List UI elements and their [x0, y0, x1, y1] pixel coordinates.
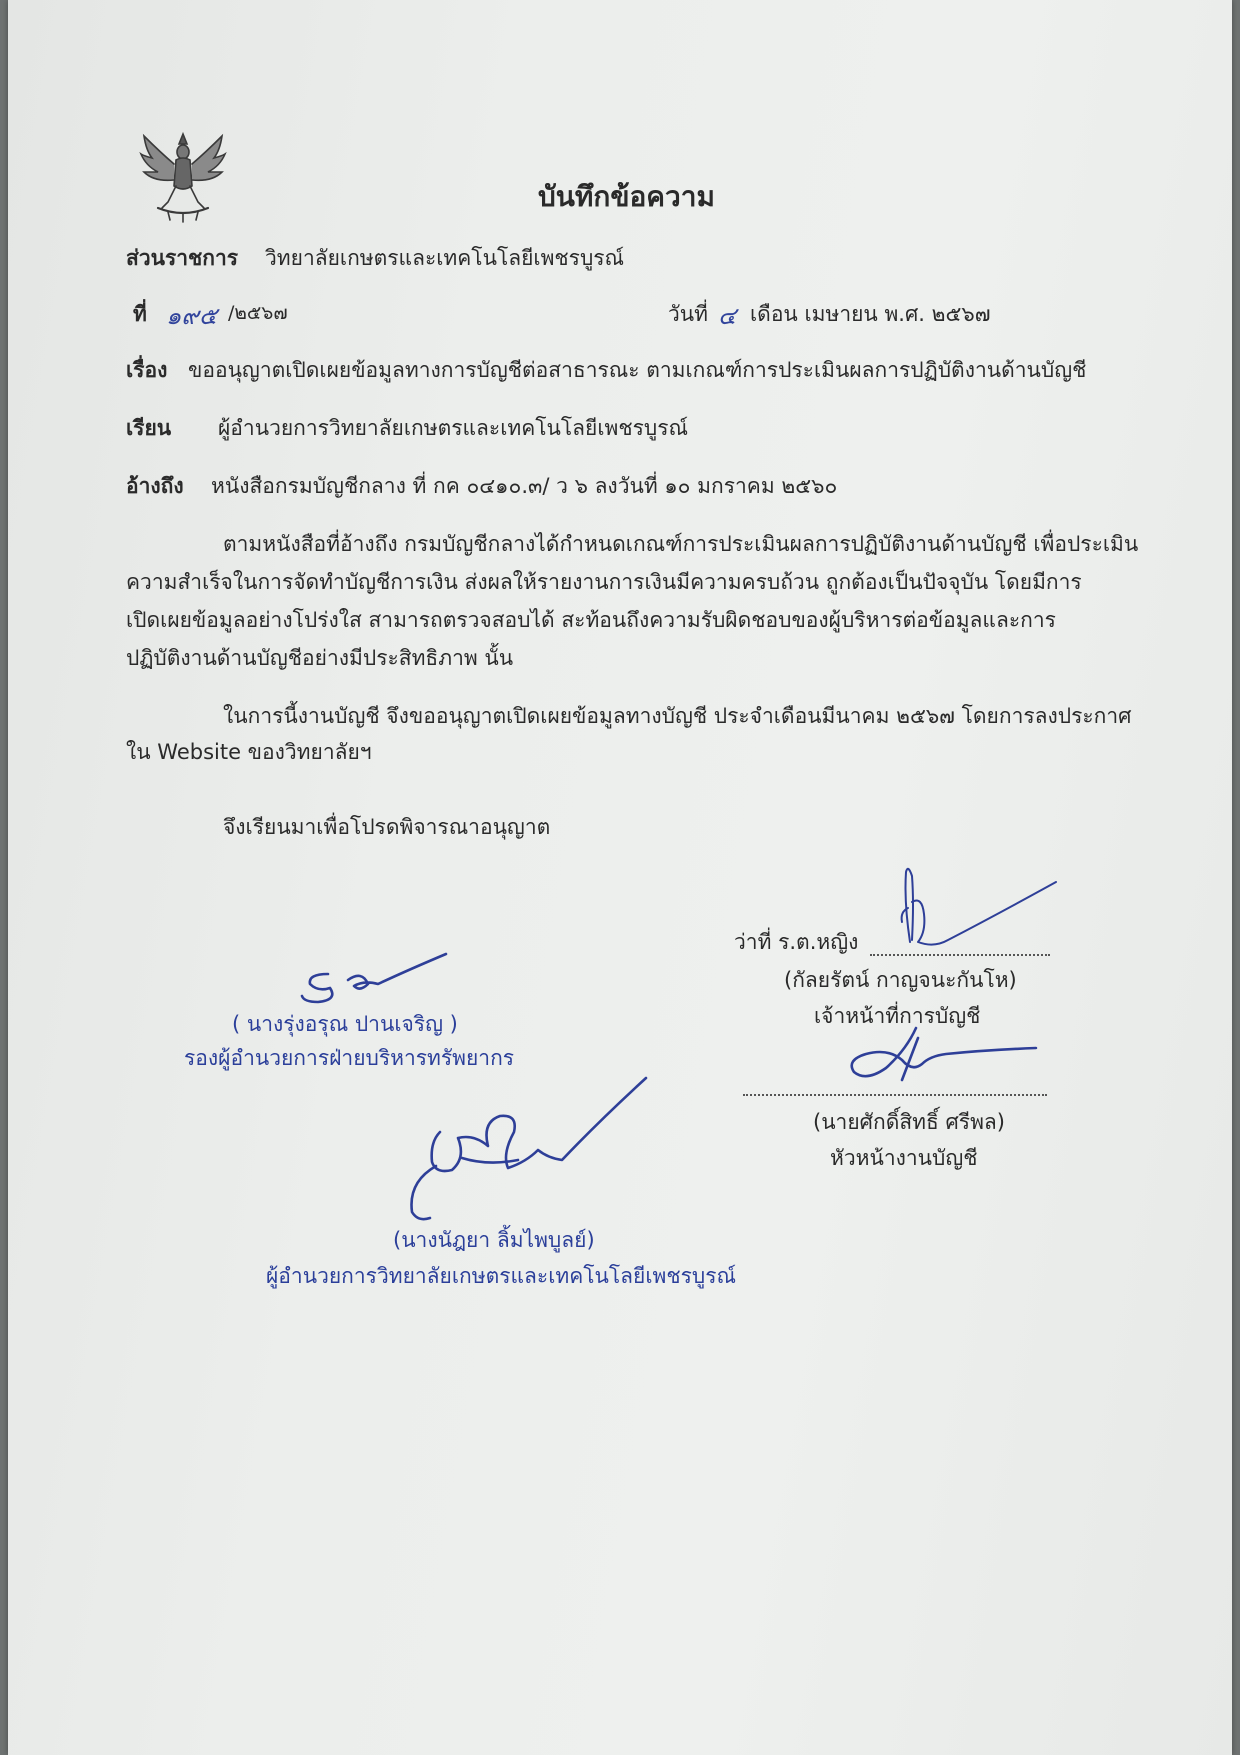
body-paragraph-1-line-3: เปิดเผยข้อมูลอย่างโปร่งใส สามารถตรวจสอบได้ สะท้อนถึงความรับผิดชอบของผู้บริหารต่อข้อมูลและการ [126, 608, 1056, 632]
to-label: เรียน [126, 416, 172, 440]
officer-name: (กัลยรัตน์ กาญจนะกันโห) [784, 968, 1017, 992]
ref-year: /๒๕๖๗ [228, 302, 288, 324]
director-signature [378, 1062, 668, 1222]
department-label: ส่วนราชการ [126, 246, 239, 270]
body-paragraph-1-line-1: ตามหนังสือที่อ้างถึง กรมบัญชีกลางได้กำหนดเกณฑ์การประเมินผลการปฏิบัติงานด้านบัญชี เพื่อประเมิน [223, 532, 1139, 556]
body-paragraph-1-line-2: ความสำเร็จในการจัดทำบัญชีการเงิน ส่งผลให้รายงานการเงินมีความครบถ้วน ถูกต้องเป็นปัจจุบัน โดยมีการ [126, 570, 1082, 594]
subject-text: ขออนุญาตเปิดเผยข้อมูลทางการบัญชีต่อสาธารณะ ตามเกณฑ์การประเมินผลการปฏิบัติงานด้านบัญชี [188, 358, 1087, 382]
ref-label: ที่ [133, 302, 147, 326]
document-title: บันทึกข้อความ [538, 180, 715, 213]
subject-label: เรื่อง [126, 358, 168, 382]
head-title: หัวหน้างานบัญชี [830, 1146, 978, 1170]
ref-number: ๑๙๕ [166, 302, 217, 330]
closing-text: จึงเรียนมาเพื่อโปรดพิจารณาอนุญาต [223, 815, 551, 839]
date-day: ๔ [718, 302, 737, 330]
deputy-signature [288, 940, 468, 1010]
body-paragraph-2-line-2: ใน Website ของวิทยาลัยฯ [126, 740, 372, 764]
to-text: ผู้อำนวยการวิทยาลัยเกษตรและเทคโนโลยีเพชรบูรณ์ [218, 416, 688, 440]
head-signature [826, 1020, 1046, 1090]
body-paragraph-1-line-4: ปฏิบัติงานด้านบัญชีอย่างมีประสิทธิภาพ นั้น [126, 646, 514, 670]
date-label: วันที่ [668, 302, 708, 326]
reference-text: หนังสือกรมบัญชีกลาง ที่ กค ๐๔๑๐.๓/ ว ๖ ลงวันที่ ๑๐ มกราคม ๒๕๖๐ [211, 474, 838, 498]
ref-number-field [160, 296, 315, 330]
officer-signature [888, 862, 1068, 962]
director-name: (นางนัฎยา ลิ้มไพบูลย์) [393, 1228, 595, 1252]
director-title: ผู้อำนวยการวิทยาลัยเกษตรและเทคโนโลยีเพชรบูรณ์ [266, 1264, 736, 1288]
deputy-title: รองผู้อำนวยการฝ่ายบริหารทรัพยากร [184, 1046, 515, 1070]
department-value: วิทยาลัยเกษตรและเทคโนโลยีเพชรบูรณ์ [265, 246, 625, 270]
document-page [8, 0, 1232, 1755]
head-signature-line [743, 1094, 1047, 1096]
head-name: (นายศักดิ์สิทธิ์ ศรีพล) [813, 1110, 1005, 1134]
date-month-year: เดือน เมษายน พ.ศ. ๒๕๖๗ [750, 302, 991, 326]
officer-prefix: ว่าที่ ร.ต.หญิง [734, 930, 859, 954]
officer-title: เจ้าหน้าที่การบัญชี [814, 1004, 981, 1028]
body-paragraph-2-line-1: ในการนี้งานบัญชี จึงขออนุญาตเปิดเผยข้อมูลทางบัญชี ประจำเดือนมีนาคม ๒๕๖๗ โดยการลงประกาศ [223, 704, 1132, 728]
deputy-name: ( นางรุ่งอรุณ ปานเจริญ ) [232, 1012, 458, 1036]
reference-label: อ้างถึง [126, 474, 184, 498]
garuda-emblem-icon [138, 128, 228, 223]
